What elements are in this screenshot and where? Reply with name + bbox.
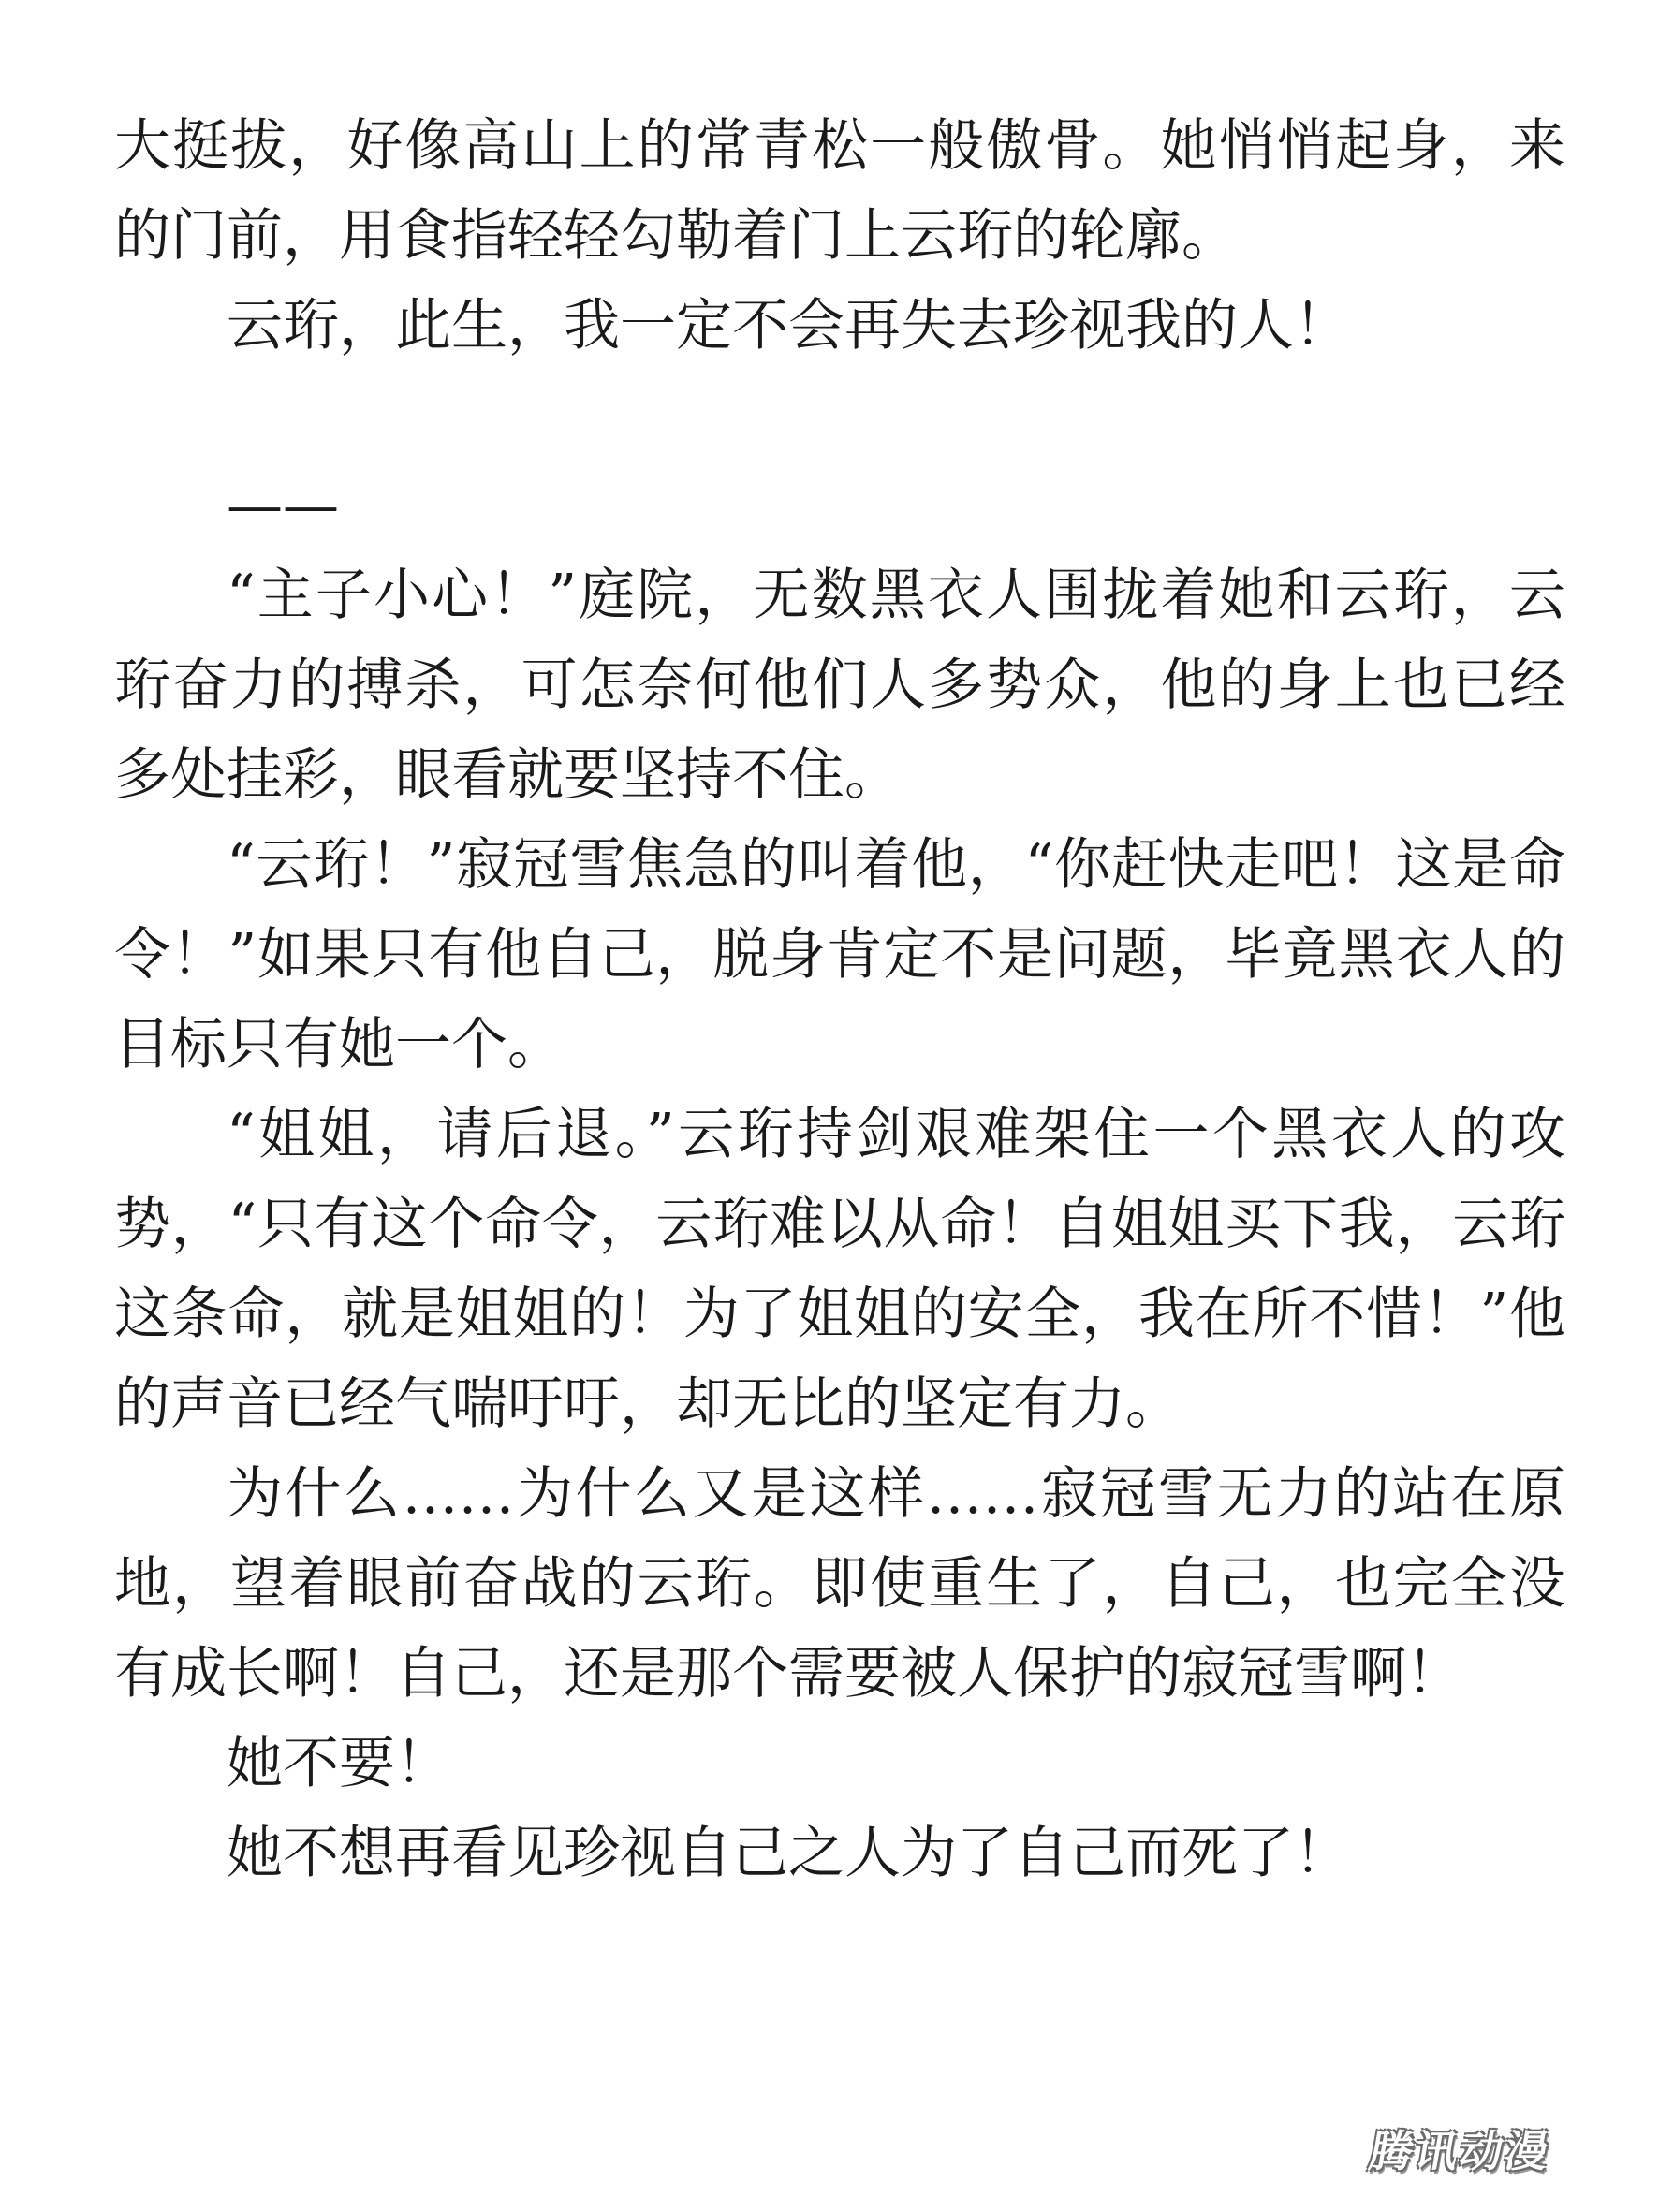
paragraph-7: 她不要！ xyxy=(227,1731,451,1796)
paragraph-6: 为什么……为什么又是这样……寂冠雪无力的站在原地，望着眼前奋战的云珩。即使重生了，自己，也完全没有成长啊！自己，还是那个需要被人保护的寂冠雪啊！ xyxy=(114,1461,1565,1707)
section-divider: —— xyxy=(227,473,339,538)
paragraph-2: 云珩，此生，我一定不会再失去珍视我的人！ xyxy=(227,293,1350,359)
paragraph-1: 大挺拔，好像高山上的常青松一般傲骨。她悄悄起身，来的门前，用食指轻轻勾勒着门上云珩的轮廓。 xyxy=(114,113,1565,269)
story-text xyxy=(114,101,1565,1898)
paragraph-4: “云珩！”寂冠雪焦急的叫着他，“你赶快走吧！这是命令！”如果只有他自己，脱身肯定不是问题，毕竟黑衣人的目标只有她一个。 xyxy=(114,832,1565,1077)
paragraph-8: 她不想再看见珍视自己之人为了自己而死了！ xyxy=(227,1821,1350,1886)
paragraph-5: “姐姐，请后退。”云珩持剑艰难架住一个黑衣人的攻势，“只有这个命令，云珩难以从命！自姐姐买下我，云珩这条命，就是姐姐的！为了姐姐的安全，我在所不惜！”他的声音已经气喘吁吁，却无比的坚定有力。 xyxy=(114,1102,1565,1437)
tencent-comic-watermark: 腾讯动漫 xyxy=(1365,2126,1555,2176)
blank-line xyxy=(114,371,1565,461)
paragraph-3: “主子小心！”庭院，无数黑衣人围拢着她和云珩，云珩奋力的搏杀，可怎奈何他们人多势众，他的身上也已经多处挂彩，眼看就要坚持不住。 xyxy=(114,563,1565,808)
